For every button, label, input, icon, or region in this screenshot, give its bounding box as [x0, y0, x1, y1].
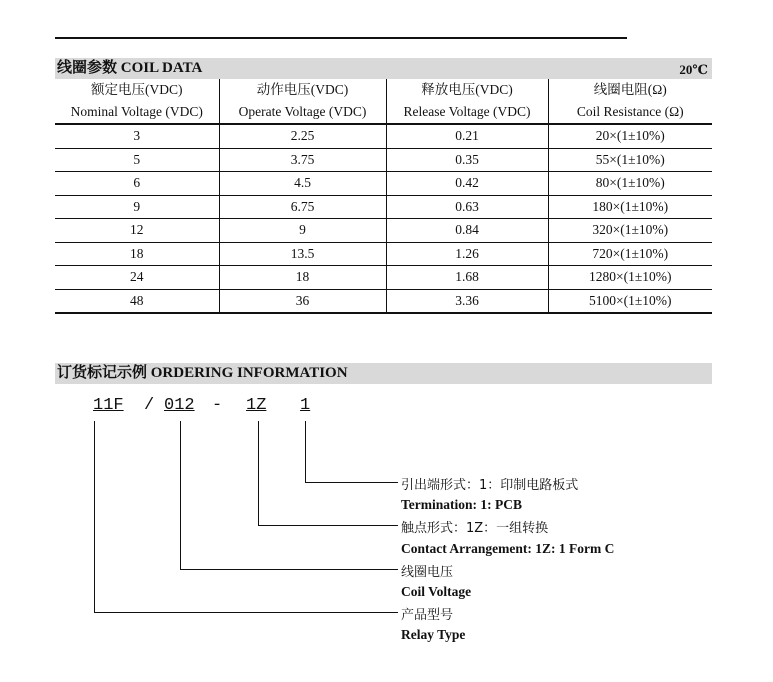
ordering-info-section-header [55, 363, 712, 384]
label-contact-en: Contact Arrangement: 1Z: 1 Form C [401, 541, 615, 556]
code-slash: / [144, 396, 155, 415]
cell-operate: 3.75 [219, 148, 386, 172]
cell-operate: 6.75 [219, 195, 386, 219]
cell-resistance: 20×(1±10%) [548, 124, 712, 148]
cell-resistance: 180×(1±10%) [548, 195, 712, 219]
cell-release: 0.42 [386, 172, 548, 196]
table-row [55, 172, 712, 196]
cell-release: 0.21 [386, 124, 548, 148]
leader-line-type-h [94, 612, 398, 613]
header-en-resistance: Coil Resistance (Ω) [548, 101, 712, 124]
code-relay-type: 11F [93, 396, 124, 415]
cell-operate: 9 [219, 219, 386, 243]
cell-nominal: 6 [55, 172, 219, 196]
cell-resistance: 320×(1±10%) [548, 219, 712, 243]
header-cn-nominal: 额定电压(VDC) [55, 79, 219, 101]
cell-nominal: 18 [55, 242, 219, 266]
label-termination-cn: 引出端形式：1：印制电路板式 [401, 478, 579, 493]
cell-release: 0.84 [386, 219, 548, 243]
label-relay-type-cn: 产品型号 [401, 608, 454, 623]
code-termination: 1 [300, 396, 311, 415]
temperature-note: 20℃ [679, 62, 708, 77]
cell-release: 1.26 [386, 242, 548, 266]
label-coil-voltage-cn: 线圈电压 [401, 565, 454, 580]
label-relay-type-en: Relay Type [401, 627, 466, 642]
code-dash: - [212, 396, 223, 415]
cell-resistance: 5100×(1±10%) [548, 289, 712, 313]
cell-resistance: 720×(1±10%) [548, 242, 712, 266]
cell-release: 1.68 [386, 266, 548, 290]
cell-release: 0.35 [386, 148, 548, 172]
cell-release: 3.36 [386, 289, 548, 313]
header-cn-resistance: 线圈电阻(Ω) [593, 82, 667, 97]
cell-nominal: 24 [55, 266, 219, 290]
table-row [55, 266, 712, 290]
table-row [55, 219, 712, 243]
leader-line-contact-v [258, 421, 259, 526]
table-row [55, 124, 712, 148]
cell-operate: 2.25 [219, 124, 386, 148]
cell-nominal: 12 [55, 219, 219, 243]
header-en-operate: Operate Voltage (VDC) [219, 101, 386, 124]
coil-data-section-header [55, 58, 712, 79]
cell-nominal: 3 [55, 124, 219, 148]
header-en-release: Release Voltage (VDC) [386, 101, 548, 124]
cell-operate: 36 [219, 289, 386, 313]
label-contact-cn: 触点形式：1Z：一组转换 [401, 521, 549, 536]
coil-data-title: 线圈参数 COIL DATA [57, 60, 203, 76]
table-header-row-cn [55, 79, 712, 101]
cell-resistance: 55×(1±10%) [548, 148, 712, 172]
cell-nominal: 48 [55, 289, 219, 313]
table-row [55, 195, 712, 219]
cell-resistance: 80×(1±10%) [548, 172, 712, 196]
top-rule [55, 37, 627, 39]
cell-nominal: 5 [55, 148, 219, 172]
leader-line-coil-v [180, 421, 181, 570]
leader-line-coil-h [180, 569, 398, 570]
leader-line-termination-h [305, 482, 398, 483]
cell-operate: 18 [219, 266, 386, 290]
table-row [55, 289, 712, 313]
table-header-row-en [55, 101, 712, 124]
label-termination-en: Termination: 1: PCB [401, 497, 522, 512]
cell-operate: 13.5 [219, 242, 386, 266]
code-coil-voltage: 012 [164, 396, 195, 415]
header-cn-release: 释放电压(VDC) [386, 79, 548, 101]
cell-operate: 4.5 [219, 172, 386, 196]
cell-release: 0.63 [386, 195, 548, 219]
leader-line-contact-h [258, 525, 398, 526]
ordering-info-title: 订货标记示例 ORDERING INFORMATION [57, 365, 348, 381]
leader-line-termination-v [305, 421, 306, 483]
table-row [55, 148, 712, 172]
cell-resistance: 1280×(1±10%) [548, 266, 712, 290]
table-row [55, 242, 712, 266]
leader-line-type-v [94, 421, 95, 613]
label-coil-voltage-en: Coil Voltage [401, 584, 472, 599]
coil-data-table [55, 79, 712, 314]
cell-nominal: 9 [55, 195, 219, 219]
header-cn-operate: 动作电压(VDC) [219, 79, 386, 101]
code-contact: 1Z [246, 396, 267, 415]
header-en-nominal: Nominal Voltage (VDC) [55, 101, 219, 124]
